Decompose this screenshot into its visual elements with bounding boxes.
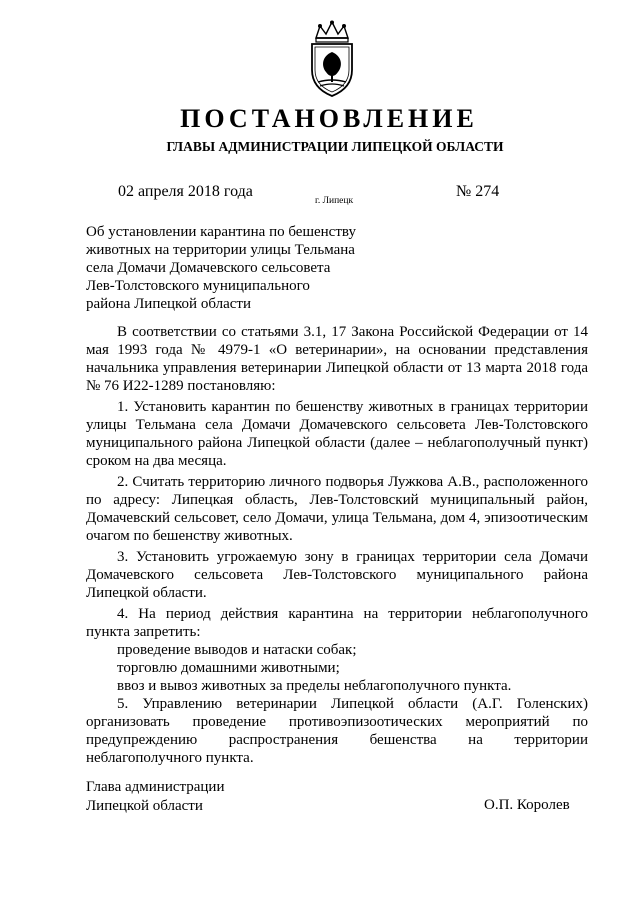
clause-2: 2. Считать территорию личного подворья Лужкова А.В., расположенного по адресу: Липецкая область, Лев-Толстовский муниципальный район, Домачевский сельсовет, село Домачи, улица Тельмана, дом 4, эпизоотическим очагом по бешенству животных.	[86, 474, 588, 544]
clause-3: 3. Установить угрожаемую зону в границах территории села Домачи Домачевского сельсовета Лев-Толстовского муниципального района Липецкой области.	[86, 549, 588, 601]
ban-item: проведение выводов и натаски собак;	[117, 642, 357, 658]
document-date: 02 апреля 2018 года	[118, 183, 253, 200]
signatory-name: О.П. Королев	[484, 797, 570, 813]
position-line: Липецкой области	[86, 798, 203, 814]
signatory-position	[86, 778, 224, 816]
clause-1: 1. Установить карантин по бешенству животных в границах территории улицы Тельмана села Домачи Домачевского сельсовета Лев-Толстовского муниципального района Липецкой области (далее – неблагополучный пункт) сроком на два месяца.	[86, 399, 588, 469]
clause-5: 5. Управлению ветеринарии Липецкой области (А.Г. Голенских) организовать проведение противоэпизоотических мероприятий по предупреждению распространения бешенства на территории неблагополучного пункта.	[86, 696, 588, 766]
document-number: № 274	[456, 183, 500, 200]
document-subtitle: ГЛАВЫ АДМИНИСТРАЦИИ ЛИПЕЦКОЙ ОБЛАСТИ	[166, 139, 504, 154]
preamble-paragraph: В соответствии со статьями 3.1, 17 Закона Российской Федерации от 14 мая 1993 года № 4979-1 «О ветеринарии», на основании представления начальника управления ветеринарии Липецкой области от 13 марта 2018 года № 76 И22-1289 постановляю:	[86, 324, 588, 394]
subject-line: животных на территории улицы Тельмана	[86, 242, 355, 258]
document-body	[86, 323, 588, 767]
subject-line: Об установлении карантина по бешенству	[86, 224, 356, 240]
document-title: ПОСТАНОВЛЕНИЕ	[180, 104, 478, 133]
lipetsk-coat-of-arms-icon	[302, 20, 362, 100]
subject-line: района Липецкой области	[86, 296, 251, 312]
ban-item: торговлю домашними животными;	[117, 660, 340, 676]
position-line: Глава администрации	[86, 779, 225, 795]
document-city: г. Липецк	[315, 196, 354, 206]
ban-item: ввоз и вывоз животных за пределы неблагополучного пункта.	[117, 678, 512, 694]
document-subject	[86, 223, 416, 313]
subject-line: села Домачи Домачевского сельсовета	[86, 260, 331, 276]
clause-4: 4. На период действия карантина на территории неблагополучного пункта запретить:	[86, 606, 588, 640]
subject-line: Лев-Толстовского муниципального	[86, 278, 310, 294]
